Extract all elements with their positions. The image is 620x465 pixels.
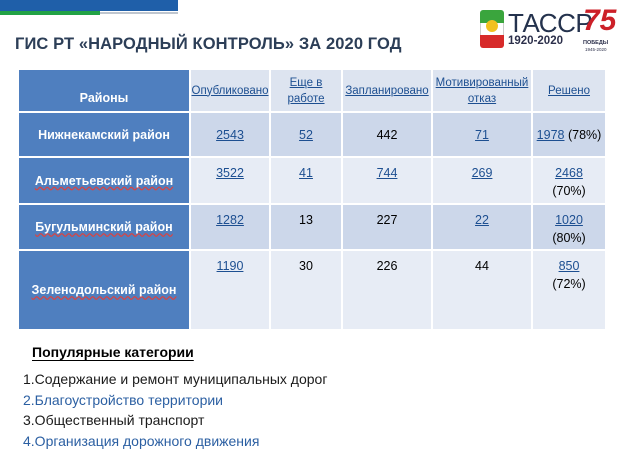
- column-header-published: [190, 69, 270, 112]
- refusal-value[interactable]: 269: [471, 166, 493, 180]
- solved-link[interactable]: Решено: [548, 84, 590, 97]
- in-work-value: 13: [299, 213, 313, 227]
- column-header-refusal: [432, 69, 532, 112]
- refusal-value[interactable]: 71: [475, 127, 489, 142]
- published-value[interactable]: 1282: [216, 213, 244, 227]
- in-work-link[interactable]: Еще в работе: [287, 76, 325, 105]
- column-header-districts: Районы: [18, 69, 190, 112]
- published-value[interactable]: 2543: [216, 127, 244, 142]
- top-gray-stripe: [100, 12, 178, 14]
- solved-value[interactable]: 850: [558, 259, 580, 273]
- solved-value[interactable]: 1978: [536, 127, 565, 142]
- page-title: ГИС РТ «НАРОДНЫЙ КОНТРОЛЬ» ЗА 2020 ГОД: [15, 35, 402, 53]
- district-name: Бугульминский район: [35, 220, 173, 234]
- solved-percent: (72%): [552, 277, 586, 291]
- in-work-value: 30: [299, 259, 313, 273]
- tassr-logo: [478, 4, 617, 62]
- top-green-stripe: [0, 11, 100, 15]
- planned-value: 442: [376, 127, 398, 142]
- planned-value: 227: [376, 213, 398, 227]
- column-header-planned: [342, 69, 432, 112]
- list-item: 3.Общественный транспорт: [23, 412, 205, 428]
- in-work-value[interactable]: 52: [299, 127, 313, 142]
- column-header-in-work: [270, 69, 342, 112]
- planned-value[interactable]: 744: [376, 166, 398, 180]
- logo-text: ТАССР: [508, 8, 593, 38]
- in-work-value[interactable]: 41: [299, 166, 313, 180]
- planned-value: 226: [376, 259, 398, 273]
- district-name: Нижнекамский район: [18, 112, 190, 157]
- column-header-solved: [532, 69, 606, 112]
- solved-percent: (78%): [567, 127, 602, 142]
- refusal-link[interactable]: Мотивированный отказ: [435, 76, 529, 105]
- published-value[interactable]: 3522: [216, 166, 244, 180]
- planned-link[interactable]: Запланировано: [345, 84, 429, 97]
- solved-percent: (70%): [552, 184, 586, 198]
- list-item: 2.Благоустройство территории: [23, 391, 224, 408]
- published-link[interactable]: Опубликовано: [191, 84, 269, 97]
- logo-years: 1920-2020: [508, 35, 563, 47]
- solved-percent: (80%): [552, 231, 586, 245]
- district-name: Зеленодольский район: [31, 283, 177, 297]
- tatarstan-flag-icon: [480, 10, 504, 48]
- solved-value[interactable]: 1020: [555, 213, 583, 227]
- logo-pobeda: ПОБЕДЫ: [583, 40, 609, 46]
- table-row: [18, 204, 606, 250]
- categories-list: [23, 369, 327, 451]
- list-item: 1.Содержание и ремонт муниципальных дорог: [23, 371, 328, 387]
- table-row: [18, 157, 606, 204]
- list-item: 4.Организация дорожного движения: [23, 432, 260, 449]
- top-blue-stripe: [0, 0, 178, 11]
- table-row: [18, 250, 606, 330]
- table-row: [18, 112, 606, 157]
- district-name: Альметьевский район: [34, 173, 174, 188]
- refusal-value[interactable]: 22: [475, 213, 489, 227]
- published-value[interactable]: 1190: [216, 259, 244, 273]
- logo-pobeda-years: 1945-2020: [585, 47, 607, 52]
- victory-75-emblem: 75: [583, 4, 617, 37]
- solved-value[interactable]: 2468: [555, 166, 583, 180]
- top-decor-stripes: [0, 0, 178, 14]
- categories-heading: Популярные категории: [32, 344, 194, 360]
- statistics-table: [17, 68, 607, 331]
- table-header-row: [18, 69, 606, 112]
- refusal-value: 44: [475, 259, 489, 273]
